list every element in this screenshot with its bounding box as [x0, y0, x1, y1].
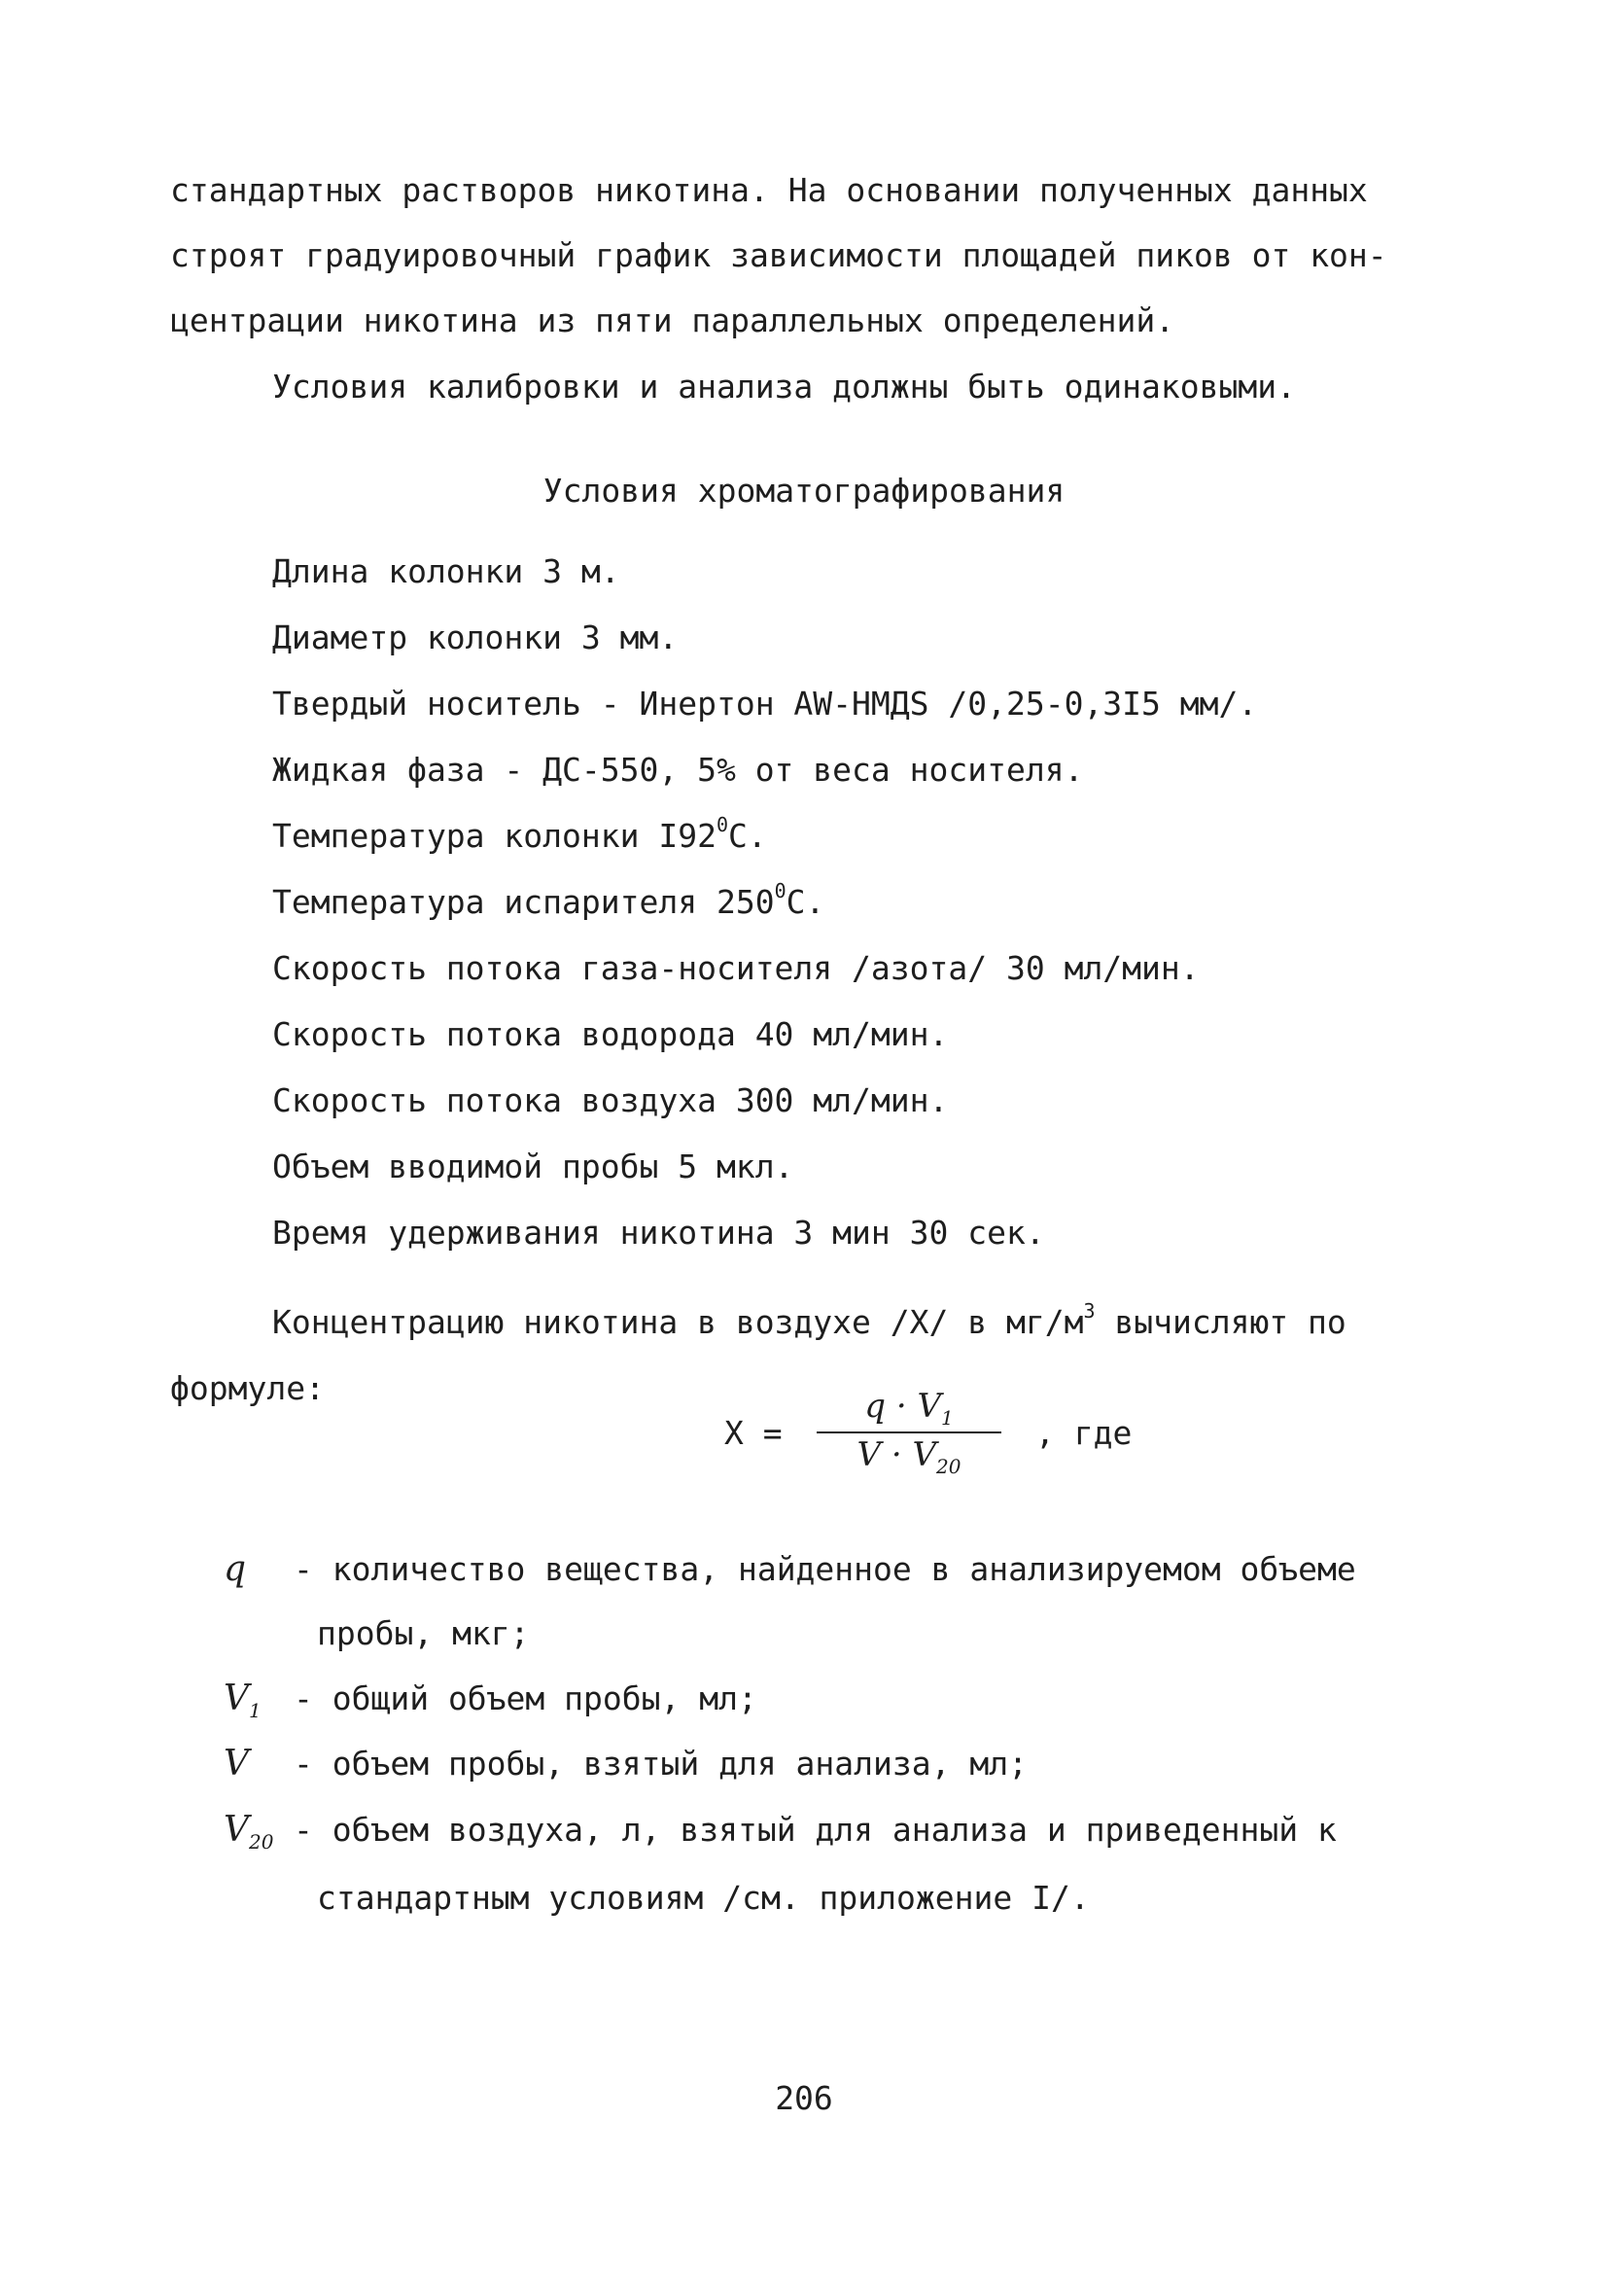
formula-denominator: $V \cdot V_{20}$	[856, 1435, 961, 1478]
condition-sample-volume: Объем вводимой пробы 5 мкл.	[272, 1148, 794, 1185]
condition-liquid-phase: Жидкая фаза - ДС-550, 5% от веса носителя.	[272, 751, 1084, 789]
definition-q-continued: пробы, мкг;	[317, 1614, 530, 1652]
definition-v20-continued: стандартным условиям /см. приложение I/.	[317, 1879, 1090, 1917]
definition-v20: $V_{20}$ - объем воздуха, л, взятый для анализа и приведенный к	[224, 1810, 1337, 1854]
symbol-v: V	[224, 1744, 249, 1784]
formula-suffix: , где	[1035, 1414, 1133, 1452]
paragraph-1-line-3: центрации никотина из пяти параллельных определений.	[170, 301, 1175, 339]
paragraph-2: Условия калибровки и анализа должны быть одинаковыми.	[272, 368, 1296, 406]
definition-v: V - объем пробы, взятый для анализа, мл;	[224, 1744, 1028, 1784]
condition-air-flow: Скорость потока воздуха 300 мл/мин.	[272, 1081, 949, 1119]
definition-v1: $V_1$ - общий объем пробы, мл;	[224, 1678, 757, 1723]
condition-column-diameter: Диаметр колонки 3 мм.	[272, 618, 679, 656]
symbol-v20: $V_{20}$	[224, 1810, 274, 1854]
condition-column-temperature: Температура колонки $I92^0С$.	[272, 813, 767, 855]
page-number: 206	[775, 2079, 833, 2117]
condition-hydrogen-flow: Скорость потока водорода 40 мл/мин.	[272, 1015, 949, 1053]
section-title: Условия хроматографирования	[542, 472, 1066, 510]
paragraph-1-line-2: строят градуировочный график зависимости площадей пиков от кон-	[170, 236, 1387, 274]
symbol-q: q	[224, 1549, 247, 1589]
definition-q: q - количество вещества, найденное в анализируемом объеме	[224, 1549, 1356, 1589]
formula	[724, 1387, 1230, 1494]
paragraph-1-line-1: стандартных растворов никотина. На основании полученных данных	[170, 171, 1368, 209]
formula-lhs: X =	[724, 1414, 783, 1452]
symbol-v1: $V_1$	[224, 1678, 262, 1723]
condition-column-length: Длина колонки 3 м.	[272, 552, 620, 590]
condition-solid-carrier: Твердый носитель - Инертон AW-HMДS /0,25-0,3I5 мм/.	[272, 685, 1258, 723]
formula-numerator: $q \cdot V_1$	[864, 1387, 954, 1430]
condition-evaporator-temperature: Температура испарителя $250^0С$.	[272, 879, 825, 921]
formula-intro-line-1: Концентрацию никотина в воздухе /X/ в $мг/м^3$ вычисляют по	[272, 1299, 1346, 1341]
fraction-bar	[817, 1431, 1001, 1433]
condition-retention-time: Время удерживания никотина 3 мин 30 сек.	[272, 1214, 1045, 1252]
formula-intro-line-2: формуле:	[170, 1369, 325, 1407]
condition-carrier-gas-flow: Скорость потока газа-носителя /азота/ 30 мл/мин.	[272, 949, 1200, 987]
